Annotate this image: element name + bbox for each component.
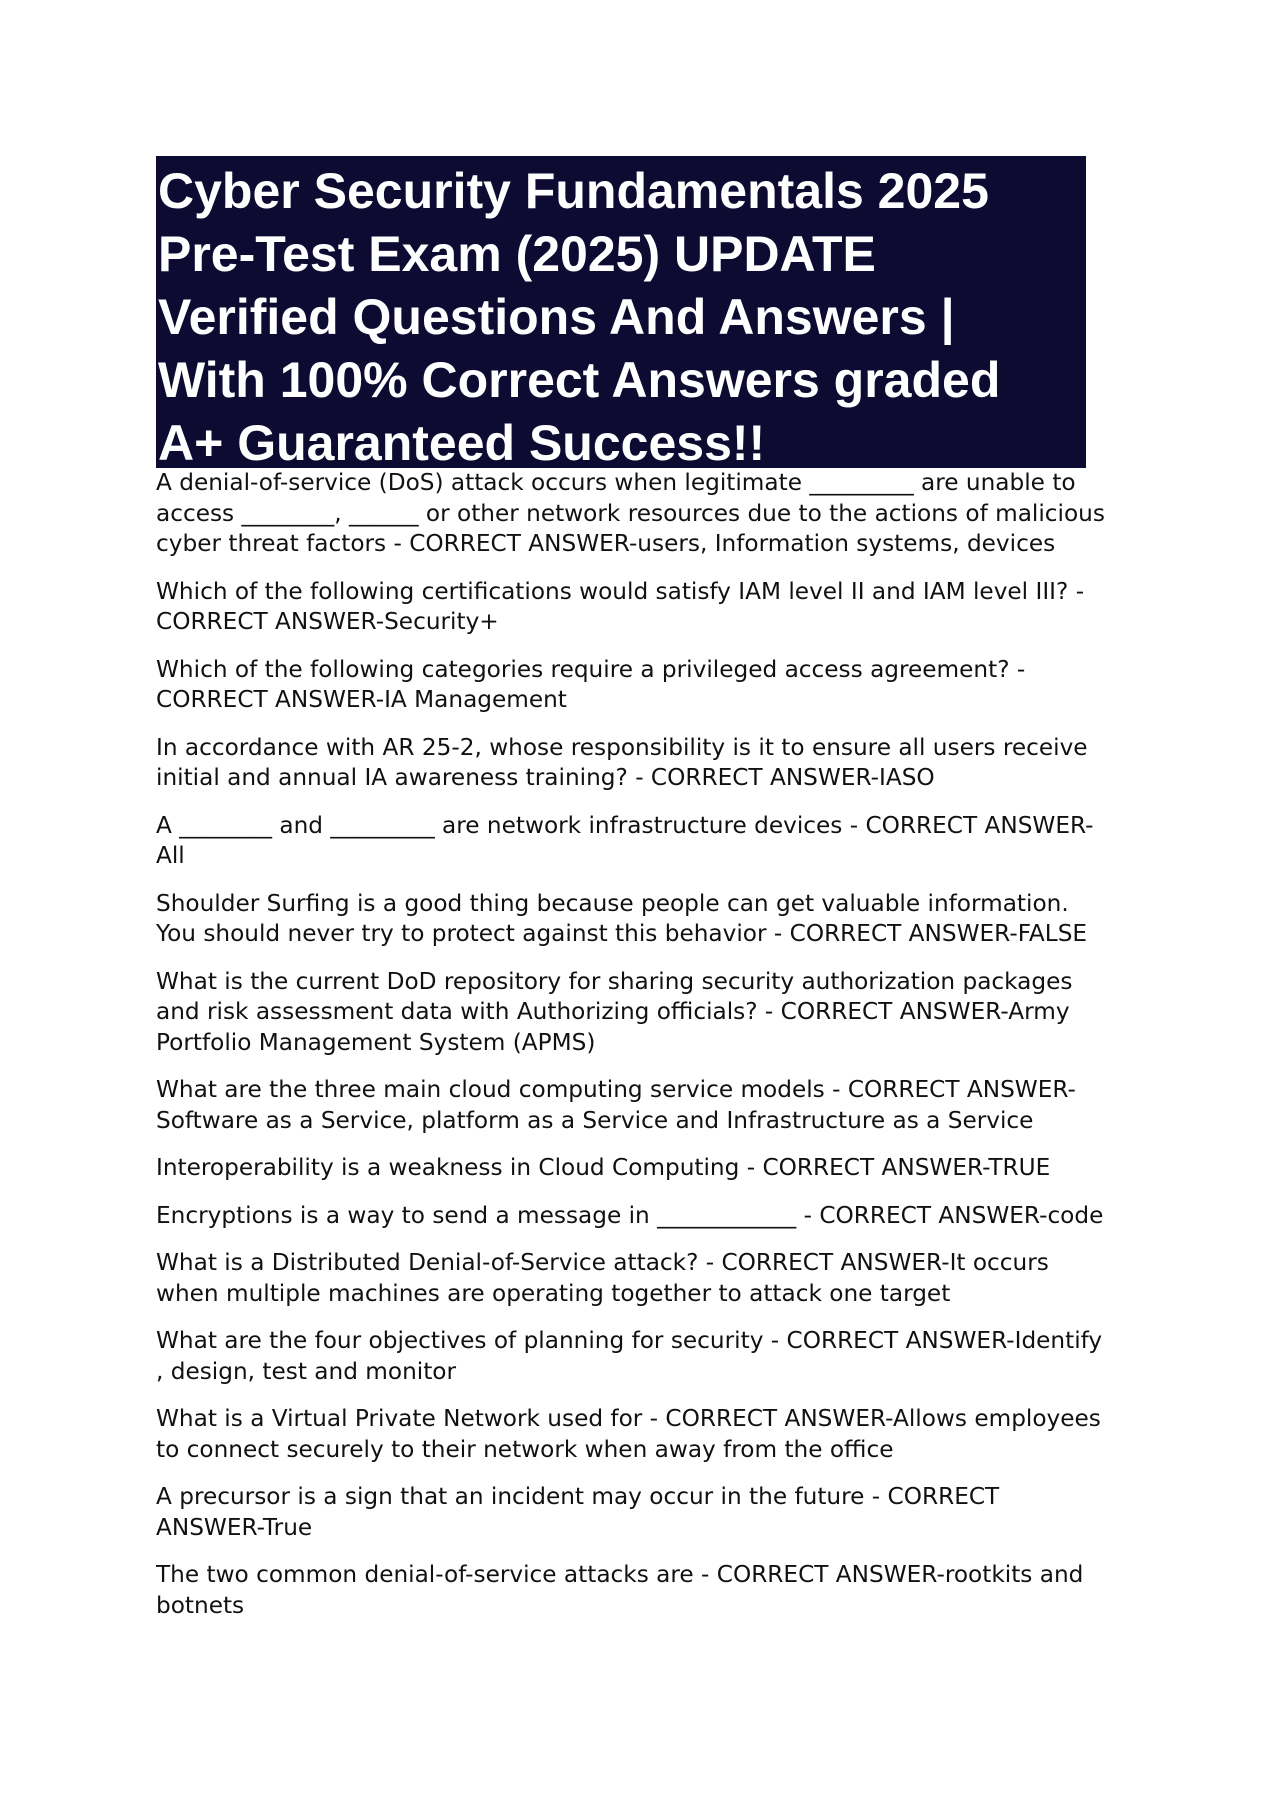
qa-item [156, 733, 1141, 794]
qa-line: Shoulder Surfing is a good thing because people can get valuable information. [156, 889, 1069, 917]
qa-line: All [156, 842, 185, 869]
qa-item [156, 1404, 1141, 1465]
qa-item [156, 1248, 1141, 1309]
qa-line: ANSWER-True [156, 1513, 313, 1541]
qa-line: What is a Distributed Denial-of-Service attack? - CORRECT ANSWER-It occurs [156, 1249, 1049, 1276]
qa-line: and risk assessment data with Authorizing officials? - CORRECT ANSWER-Army [156, 998, 1070, 1025]
qa-item [156, 655, 1141, 716]
qa-line: , design, test and monitor [156, 1357, 457, 1385]
qa-line: In accordance with AR 25-2, whose responsibility is it to ensure all users receive [156, 733, 1088, 761]
qa-item [156, 889, 1141, 950]
qa-line: cyber threat factors - CORRECT ANSWER-users, Information systems, devices [156, 530, 1056, 557]
qa-line: What are the four objectives of planning for security - CORRECT ANSWER-Identify [156, 1327, 1103, 1354]
qa-line: CORRECT ANSWER-Security+ [156, 608, 499, 635]
title-line: Cyber Security Fundamentals 2025 [158, 163, 989, 219]
qa-item [156, 1075, 1141, 1136]
qa-list [156, 468, 1141, 1638]
qa-line: Software as a Service, platform as a Service and Infrastructure as a Service [156, 1106, 1034, 1134]
qa-line: Encryptions is a way to send a message in ____________ - CORRECT ANSWER-code [156, 1201, 1104, 1229]
qa-item [156, 967, 1141, 1059]
title-line: Pre-Test Exam (2025) UPDATE [158, 226, 876, 282]
qa-item [156, 1326, 1141, 1387]
qa-line: CORRECT ANSWER-IA Management [156, 686, 567, 713]
qa-item [156, 468, 1141, 560]
qa-item [156, 1482, 1141, 1543]
title-line: With 100% Correct Answers graded [158, 352, 1001, 408]
title-line: A+ Guaranteed Success!! [158, 415, 766, 471]
qa-item [156, 1201, 1141, 1232]
qa-line: initial and annual IA awareness training? - CORRECT ANSWER-IASO [156, 764, 935, 791]
qa-line: botnets [156, 1591, 245, 1619]
qa-item [156, 577, 1141, 638]
qa-item [156, 811, 1141, 872]
qa-item [156, 1153, 1141, 1184]
qa-line: when multiple machines are operating together to attack one target [156, 1279, 951, 1307]
qa-line: access ________, ______ or other network resources due to the actions of malicious [156, 499, 1105, 527]
qa-line: A ________ and _________ are network infrastructure devices - CORRECT ANSWER- [156, 811, 1094, 839]
title-banner [156, 156, 1086, 471]
qa-line: A denial-of-service (DoS) attack occurs when legitimate _________ are unable to [156, 469, 1076, 496]
qa-line: Interoperability is a weakness in Cloud Computing - CORRECT ANSWER-TRUE [156, 1154, 1051, 1181]
qa-line: Which of the following categories require a privileged access agreement? - [156, 655, 1026, 683]
qa-item [156, 1560, 1141, 1621]
qa-line: Which of the following certifications would satisfy IAM level II and IAM level III? - [156, 577, 1085, 605]
qa-line: What is the current DoD repository for sharing security authorization packages [156, 967, 1073, 995]
qa-line: You should never try to protect against this behavior - CORRECT ANSWER-FALSE [156, 920, 1088, 947]
qa-line: The two common denial-of-service attacks are - CORRECT ANSWER-rootkits and [156, 1561, 1084, 1588]
qa-line: What are the three main cloud computing service models - CORRECT ANSWER- [156, 1076, 1076, 1103]
qa-line: to connect securely to their network when away from the office [156, 1435, 894, 1463]
qa-line: A precursor is a sign that an incident may occur in the future - CORRECT [156, 1483, 1000, 1510]
title-line: Verified Questions And Answers | [158, 289, 955, 345]
qa-line: Portfolio Management System (APMS) [156, 1028, 596, 1056]
qa-line: What is a Virtual Private Network used for - CORRECT ANSWER-Allows employees [156, 1405, 1101, 1432]
